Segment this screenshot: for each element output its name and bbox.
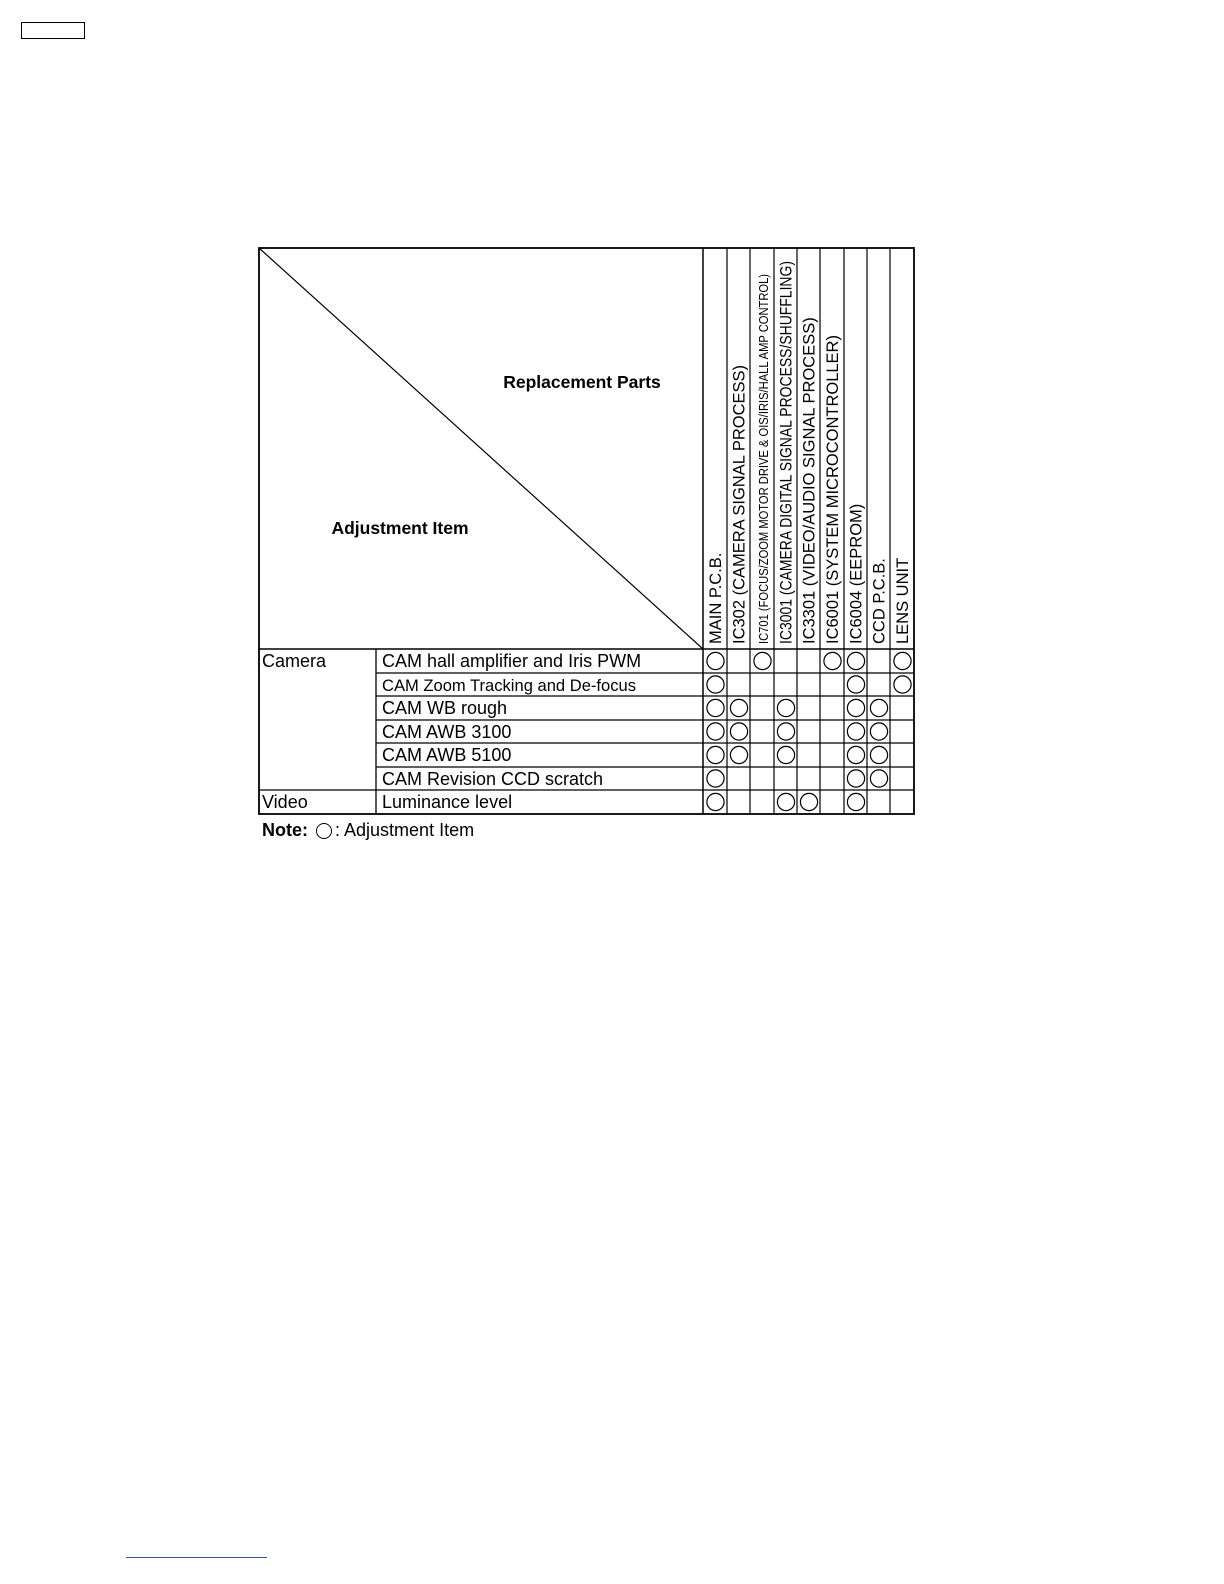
adjustment-circle-icon [707,793,724,810]
adjustment-circle-icon [800,793,817,810]
adjustment-item-label: CAM AWB 5100 [382,745,512,765]
column-header: IC3301 (VIDEO/AUDIO SIGNAL PROCESS) [800,317,819,644]
group-label: Video [262,792,308,812]
adjustment-circle-icon [707,652,724,669]
adjustment-circle-icon [707,723,724,740]
adjustment-circle-icon [894,652,911,669]
adjustment-item-label: CAM hall amplifier and Iris PWM [382,651,642,671]
adjustment-circle-icon [870,770,887,787]
adjustment-item-label: CAM Revision CCD scratch [382,769,604,789]
adjustment-circle-icon [777,699,794,716]
adjustment-circle-icon [870,699,887,716]
column-header: IC6001 (SYSTEM MICROCONTROLLER) [824,335,842,644]
adjustment-circle-icon [777,793,794,810]
adjustment-circle-icon [777,723,794,740]
adjustment-item-label: CAM Zoom Tracking and De-focus [382,676,636,695]
adjustment-circle-icon [707,770,724,787]
adjustment-circle-icon [707,676,724,693]
adjustment-circle-icon [777,746,794,763]
adjustment-item-header: Adjustment Item [331,518,469,538]
adjustment-circle-icon [730,746,747,763]
group-label: Camera [262,651,327,671]
adjustment-circle-icon [316,823,332,839]
column-header: MAIN P.C.B. [707,552,725,644]
footer-rule [126,1557,267,1558]
note-label: Note: [262,820,308,840]
adjustment-circle-icon [870,723,887,740]
column-header: CCD P.C.B. [870,558,889,644]
note-text: : Adjustment Item [335,820,475,840]
adjustment-circle-icon [754,652,771,669]
adjustment-circle-icon [847,723,864,740]
adjustment-circle-icon [847,699,864,716]
column-header: IC302 (CAMERA SIGNAL PROCESS) [730,364,749,644]
column-header: LENS UNIT [894,557,912,644]
adjustment-item-label: CAM AWB 3100 [382,722,512,742]
adjustment-circle-icon [847,746,864,763]
adjustment-circle-icon [707,746,724,763]
adjustment-circle-icon [707,699,724,716]
adjustment-circle-icon [730,699,747,716]
table-note [262,819,474,841]
adjustment-circle-icon [730,723,747,740]
adjustment-circle-icon [894,676,911,693]
replacement-parts-header: Replacement Parts [503,372,661,392]
adjustment-circle-icon [824,652,841,669]
adjustment-circle-icon [847,793,864,810]
adjustment-circle-icon [870,746,887,763]
header-diagonal [259,248,703,649]
adjustment-circle-icon [847,652,864,669]
adjustment-circle-icon [847,770,864,787]
adjustment-item-label: Luminance level [382,792,513,812]
adjustment-circle-icon [847,676,864,693]
column-header: IC6004 (EEPROM) [847,503,866,644]
column-header: IC701 (FOCUS/ZOOM MOTOR DRIVE & OIS/IRIS/HALL AMP CONTROL) [756,213,771,644]
adjustment-item-label: CAM WB rough [382,698,508,718]
column-header: IC3001 (CAMERA DIGITAL SIGNAL PROCESS/SHUFFLING) [777,190,796,644]
